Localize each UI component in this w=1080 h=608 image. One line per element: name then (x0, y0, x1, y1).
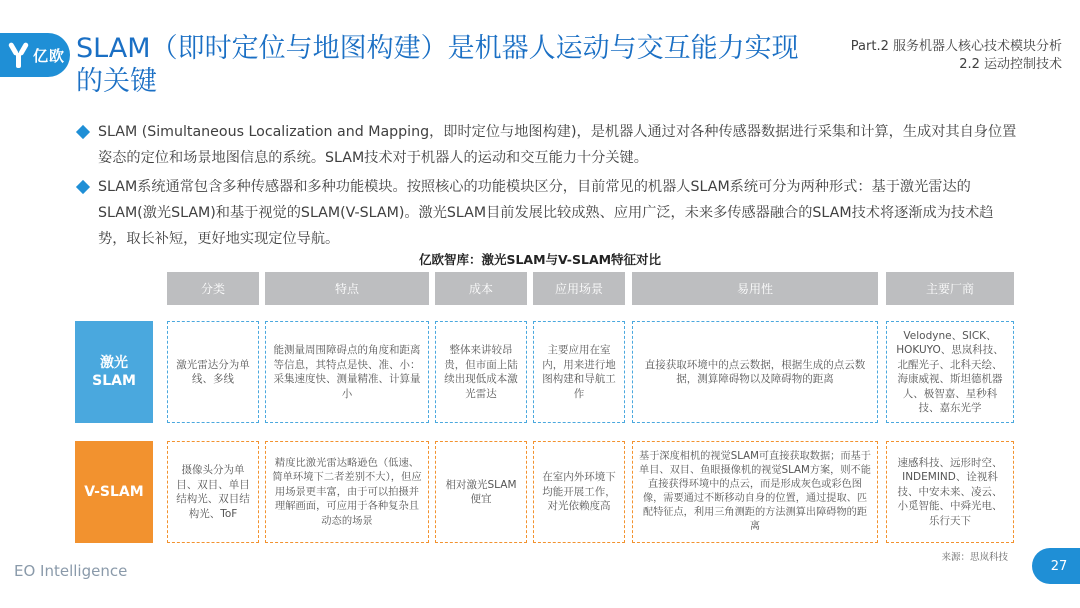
row-label-v-slam (75, 441, 153, 543)
diamond-bullet-icon (76, 180, 90, 194)
table-cell: 能测量周围障碍点的角度和距离等信息，其特点是快、准、小：采集速度快、测量精准、计算量小 (265, 321, 429, 423)
header-category: 分类 (167, 272, 259, 305)
table-cell: 基于深度相机的视觉SLAM可直接获取数据；而基于单目、双目、鱼眼摄像机的视觉SLAM方案，则不能直接获得环境中的点云，而是形成灰色或彩色图像，需要通过不断移动自身的位置，通过提取、匹配特征点，利用三角测距的方法测算出障碍物的距离 (632, 441, 878, 543)
bullet-text: SLAM系统通常包含多种传感器和多种功能模块。按照核心的功能模块区分，目前常见的机器人SLAM系统可分为两种形式：基于激光雷达的SLAM(激光SLAM)和基于视觉的SLAM(V-SLAM)。激光SLAM目前发展比较成熟、应用广泛，未来多传感器融合的SLAM技术将逐渐成为技术趋势，取长补短，更好地实现定位导航。 (98, 179, 994, 247)
brand-logo (0, 33, 70, 77)
row-label-text: V-SLAM (84, 484, 144, 500)
table-title: 亿欧智库：激光SLAM与V-SLAM特征对比 (418, 252, 662, 267)
row-label-text: 激光 SLAM (92, 355, 136, 389)
table-cell: 激光雷达分为单线、多线 (167, 321, 259, 423)
bullet-list (72, 119, 1017, 255)
part-label: Part.2 服务机器人核心技术模块分析 (850, 39, 1062, 54)
page-number: 27 (1032, 548, 1080, 584)
y-logo-icon (8, 42, 30, 68)
table-cell: 相对激光SLAM便宜 (435, 441, 527, 543)
logo-text: 亿欧 (33, 46, 66, 65)
section-info (851, 38, 1062, 74)
subsection-label: 2.2 运动控制技术 (959, 57, 1062, 72)
table-cell: 精度比激光雷达略逊色（低速、简单环境下二者差别不大），但应用场景更丰富，由于可以拍摄并理解画面，可应用于各种复杂且动态的场景 (265, 441, 429, 543)
diamond-bullet-icon (76, 125, 90, 139)
row-label-laser-slam (75, 321, 153, 423)
page-title: SLAM（即时定位与地图构建）是机器人运动与交互能力实现的关键 (76, 33, 799, 97)
source-note: 来源：思岚科技 (941, 552, 1008, 563)
table-cell: 主要应用在室内，用来进行地图构建和导航工作 (533, 321, 625, 423)
table-cell: Velodyne、SICK、HOKUYO、思岚科技、北醒光子、北科天绘、海康威视、斯坦德机器人、极智嘉、星秒科技、嘉东光学 (886, 321, 1014, 423)
table-cell: 整体来讲较昂贵，但市面上陆续出现低成本激光雷达 (435, 321, 527, 423)
bullet-item (72, 174, 1017, 252)
header-usability: 易用性 (632, 272, 878, 305)
footer-brand: EO Intelligence (14, 562, 128, 580)
bullet-text: SLAM (Simultaneous Localization and Mapping，即时定位与地图构建)，是机器人通过对各种传感器数据进行采集和计算，生成对其自身位置姿态的定位和场景地图信息的系统。SLAM技术对于机器人的运动和交互能力十分关键。 (98, 124, 1017, 166)
header-features: 特点 (265, 272, 429, 305)
bullet-item (72, 119, 1017, 171)
table-cell: 摄像头分为单目、双目、单目结构光、双目结构光、ToF (167, 441, 259, 543)
table-cell: 速感科技、远形时空、INDEMIND、诠视科技、中安未来、凌云、小觅智能、中舜光电、乐行天下 (886, 441, 1014, 543)
header-vendors: 主要厂商 (886, 272, 1014, 305)
header-cost: 成本 (435, 272, 527, 305)
header-scenarios: 应用场景 (533, 272, 625, 305)
table-cell: 直接获取环境中的点云数据，根据生成的点云数据，测算障碍物以及障碍物的距离 (632, 321, 878, 423)
table-cell: 在室内外环境下均能开展工作，对光依赖度高 (533, 441, 625, 543)
